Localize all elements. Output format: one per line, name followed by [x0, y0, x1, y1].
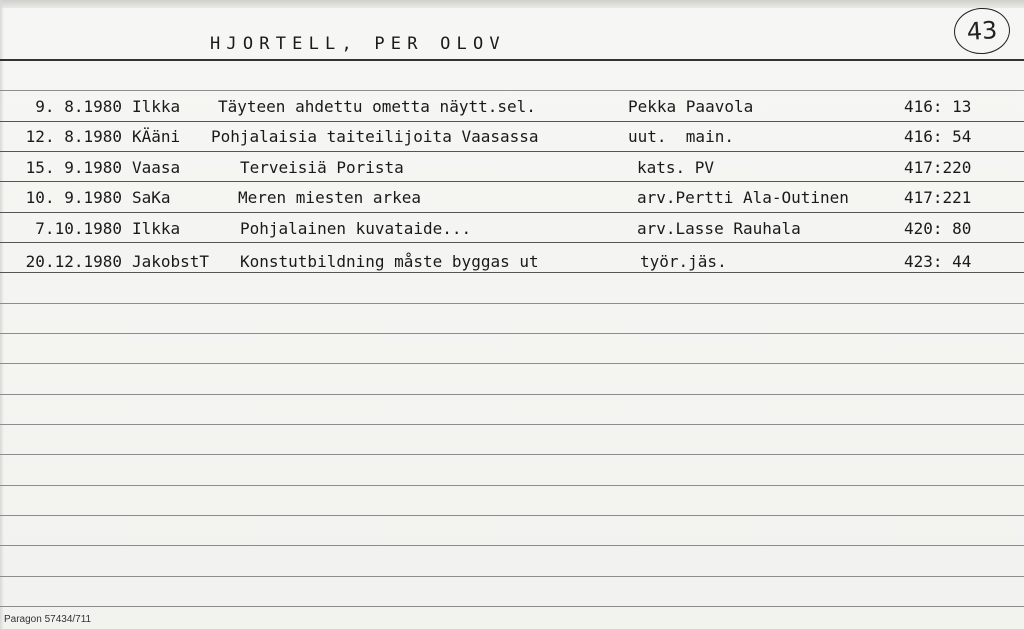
entry-row	[0, 183, 1024, 213]
entry-row	[0, 247, 1024, 277]
entry-row	[0, 153, 1024, 183]
entry-title: Täyteen ahdettu ometta näytt.sel.	[218, 97, 536, 116]
entry-note: uut. main.	[628, 127, 734, 146]
ruled-line	[0, 303, 1024, 304]
entry-date: 9. 8.1980	[35, 97, 122, 116]
scan-edge	[0, 0, 1024, 8]
ruled-line	[0, 545, 1024, 546]
entry-note: arv.Pertti Ala-Outinen	[637, 188, 849, 207]
ruled-line	[0, 394, 1024, 395]
card-number-badge: 43	[952, 6, 1011, 56]
entry-title: Pohjalaisia taiteilijoita Vaasassa	[211, 127, 539, 146]
ruled-line	[0, 333, 1024, 334]
entry-source: Ilkka	[132, 97, 181, 116]
entry-row	[0, 214, 1024, 244]
entry-note: arv.Lasse Rauhala	[637, 219, 801, 238]
ruled-line	[0, 90, 1024, 91]
entry-title: Konstutbildning måste byggas ut	[240, 252, 539, 271]
entry-date: 12. 8.1980	[25, 127, 122, 146]
entry-ref: 416: 13	[904, 97, 972, 116]
entry-date: 7.10.1980	[35, 219, 122, 238]
entry-date: 10. 9.1980	[25, 188, 122, 207]
entry-note: Pekka Paavola	[628, 97, 754, 116]
entry-ref: 420: 80	[904, 219, 972, 238]
printer-imprint: Paragon 57434/711	[4, 614, 92, 625]
entry-note: kats. PV	[637, 158, 715, 177]
entry-title: Terveisiä Porista	[240, 158, 404, 177]
entry-title: Pohjalainen kuvataide...	[240, 219, 472, 238]
entry-source: JakobstT	[132, 252, 210, 271]
ruled-line	[0, 576, 1024, 577]
entry-title: Meren miesten arkea	[238, 188, 422, 207]
ruled-line	[0, 485, 1024, 486]
ruled-line	[0, 454, 1024, 455]
entry-date: 15. 9.1980	[25, 158, 122, 177]
card-title: HJORTELL, PER OLOV	[210, 34, 506, 54]
ruled-line	[0, 606, 1024, 607]
entry-source: KÄäni	[132, 127, 181, 146]
entry-ref: 423: 44	[904, 252, 972, 271]
ruled-line	[0, 515, 1024, 516]
entry-source: Ilkka	[132, 219, 181, 238]
entry-note: työr.jäs.	[640, 252, 727, 271]
entry-row	[0, 92, 1024, 122]
entry-ref: 416: 54	[904, 127, 972, 146]
entry-ref: 417:220	[904, 158, 972, 177]
entry-ref: 417:221	[904, 188, 972, 207]
entry-date: 20.12.1980	[25, 252, 122, 271]
ruled-line	[0, 363, 1024, 364]
header-rule	[0, 59, 1024, 61]
entry-source: Vaasa	[132, 158, 181, 177]
entry-source: SaKa	[132, 188, 171, 207]
ruled-line	[0, 424, 1024, 425]
entry-row	[0, 122, 1024, 152]
